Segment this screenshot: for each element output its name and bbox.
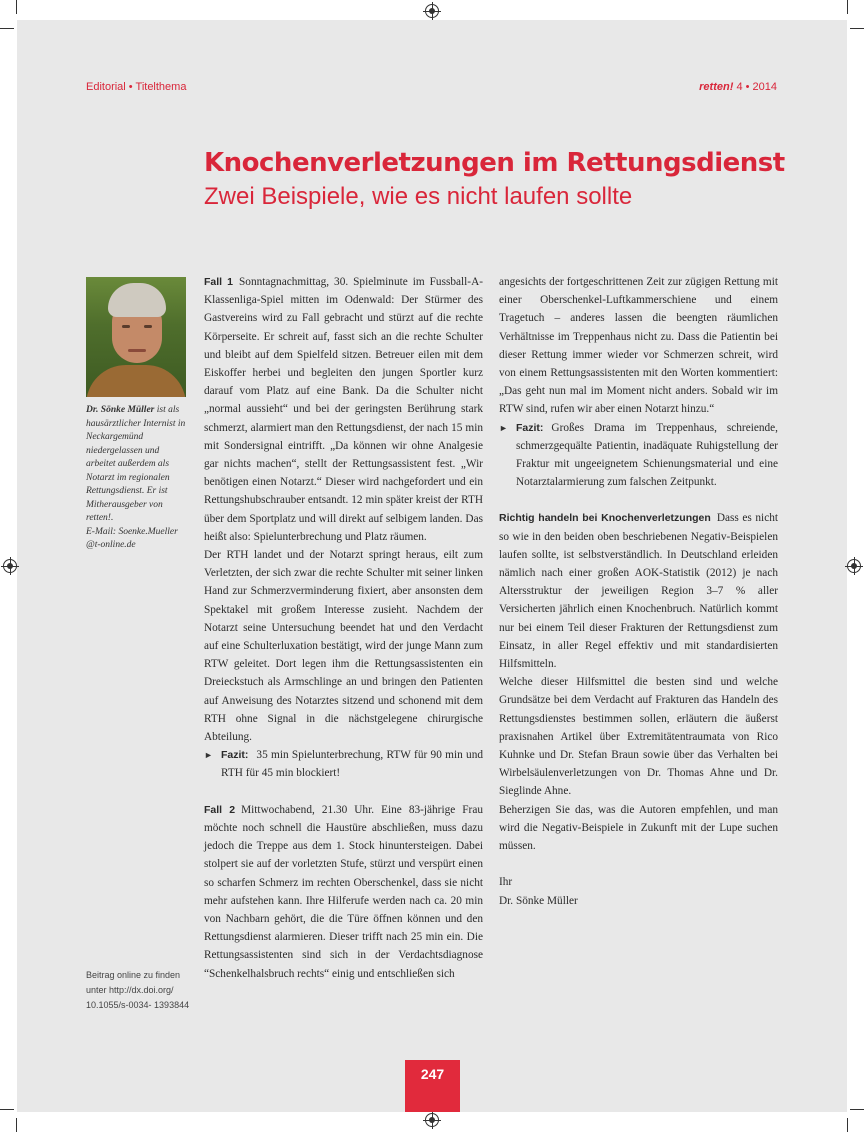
section-text: Dass es nicht so wie in den beiden oben beschriebenen Negativ-Beispielen laufen sollte, ist selbstverständlich. In Deutschland erleiden nämlich nach einer großen AOK-Statistik (2012) je nach Altersstruktur der jeweiligen Region 3–7 % aller Versicherten jährlich einen Knochenbruch. Natürlich kommt nur bei einem Teil dieser Frakturen der Rettungsdienst zum Einsatz, in aller Regel effektiv und mit standardisierten Hilfsmitteln. xyxy=(499,512,778,671)
author-caption xyxy=(86,404,190,553)
conclusion-item xyxy=(204,746,483,782)
closing: Ihr xyxy=(499,876,513,889)
registration-mark-icon xyxy=(3,559,17,573)
crop-mark xyxy=(847,1118,848,1132)
paragraph xyxy=(204,273,483,546)
magazine-name: retten! xyxy=(699,81,734,93)
paragraph xyxy=(204,801,483,983)
conclusion-text: 35 min Spielunterbrechung, RTW für 90 min und RTH für 45 min blockiert! xyxy=(221,749,483,780)
crop-mark xyxy=(16,1118,17,1132)
crop-mark xyxy=(850,1109,864,1110)
paragraph: Beherzigen Sie das, was die Autoren empfehlen, und man wird die Negativ-Beispiele in Zukunft mit der Lupe suchen müssen. xyxy=(499,803,778,853)
crop-mark xyxy=(847,0,848,14)
article-subtitle: Zwei Beispiele, wie es nicht laufen sollte xyxy=(204,183,633,210)
triangle-bullet-icon: ► xyxy=(499,422,508,433)
crop-mark xyxy=(0,28,14,29)
conclusion-label: Fazit: xyxy=(221,749,249,762)
case-text: Sonntagnachmittag, 30. Spielminute im Fussball-A-Klassenliga-Spiel mitten im Odenwald: Der Stürmer des Gastvereins wird zu Fall gebracht und stürzt auf die rechte Körperseite. Er schreit auf, fasst sich an die rechte Schulter und bleibt auf dem Spielfeld sitzen. Betreuer eilen mit dem Eiskoffer herbei und begleiten den jungen Sportler kurz darauf vom Platz auf eine Bank. Da die Schulter nicht „normal aussieht“ und bei der geringsten Berührung stark schmerzt, alarmiert man den Rettungsdienst, der nach 15 min mit Sondersignal eintrifft. „Da können wir ohne Analgesie gar nichts machen“, stellt der Rettungsassistent fest. „Wir benötigen einen Notarzt.“ Dieser wird nachgefordert und ein Rettungshubschrauber entsandt. 12 min später kreist der RTH über dem Sportplatz und will direkt auf selbigem landen. Das heißt also: Spielunterbrechung und Platz räumen. xyxy=(204,276,483,543)
crop-mark xyxy=(850,28,864,29)
crop-mark xyxy=(16,0,17,14)
author-photo xyxy=(86,277,186,397)
paragraph xyxy=(499,509,778,673)
section-label: Editorial • Titelthema xyxy=(86,81,187,93)
section-heading: Richtig handeln bei Knochenverletzungen xyxy=(499,512,711,525)
article-column-1 xyxy=(204,273,483,983)
registration-mark-icon xyxy=(425,4,439,18)
article-column-2 xyxy=(499,273,778,910)
paragraph: angesichts der fortgeschrittenen Zeit zur zügigen Rettung mit einer Oberschenkel-Luftkammerschiene und einem Tragetuch – anderes lassen die beengten räumlichen Verhältnisse im Treppenhaus nicht zu. Dass die Patientin bei dieser Rettung immer wieder vor Schmerzen schreit, wird von einem Rettungsassistenten mit den Worten kommentiert: „Das geht nun mal im Moment nicht anders. Sobald wir im RTW sind, rufen wir aber einen Notarzt hinzu.“ xyxy=(499,276,778,416)
page-number: 247 xyxy=(405,1060,460,1112)
online-note: Beitrag online zu finden unter http://dx.doi.org/ 10.1055/s-0034- 1393844 xyxy=(86,970,190,1010)
conclusion-text: Großes Drama im Treppenhaus, schreiende, schmerzgequälte Patientin, inadäquate Ruhigstellung der Fraktur mit ungeeignetem Schienungsmaterial und eine Notarztalarmierung zum falschen Zeitpunkt. xyxy=(516,421,778,489)
issue-info xyxy=(699,81,777,93)
author-bio: ist als hausärztlicher Internist in Neckargemünd niedergelassen und arbeitet außerdem als Notarzt im regionalen Rettungsdienst. Er ist Mitherausgeber von retten!. xyxy=(86,405,186,523)
signature: Dr. Sönke Müller xyxy=(499,894,578,907)
conclusion-item xyxy=(499,419,778,492)
paragraph: Der RTH landet und der Notarzt springt heraus, eilt zum Verletzten, der sich zwar die rechte Schulter mit seiner linken Hand zur Schmerzverminderung fixiert, aber ansonsten dem Spektakel mit großem Interesse zusieht. Nachdem der Notarzt seine Untersuchung beendet hat und den Verdacht auf eine Schulterluxation bestätigt, wird der junge Mann zum RTW geleitet. Dort legen ihm die Rettungsassistenten ein Dreieckstuch als Armschlinge an und bringen den Patienten auf Anweisung des Notarztes sitzend und schonend mit dem RTH ohne Signal in die nächstgelegene chirurgische Abteilung. xyxy=(204,549,483,744)
case-text: Mittwochabend, 21.30 Uhr. Eine 83-jährige Frau möchte noch schnell die Haustüre abschließen, muss dazu jedoch die Treppe aus dem 1. Stock hinuntersteigen. Dabei stolpert sie auf der vorletzten Stufe, stürzt und verspürt einen so scharfen Schmerz im rechten Oberschenkel, dass sie nicht mehr aufstehen kann. Ihre Hilferufe werden nach ca. 20 min von Nachbarn gehört, die die Türe öffnen können und den Rettungsdienst alarmieren. Dieser trifft nach 25 min ein. Die Rettungsassistenten sind sich in der Verdachtsdiagnose “Schenkelhalsbruch rechts“ einig und entschließen sich xyxy=(204,803,483,980)
author-name: Dr. Sönke Müller xyxy=(86,405,155,415)
issue-number: 4 • 2014 xyxy=(736,81,777,93)
triangle-bullet-icon: ► xyxy=(204,750,213,761)
registration-mark-icon xyxy=(847,559,861,573)
case-label: Fall 1 xyxy=(204,276,234,288)
registration-mark-icon xyxy=(425,1113,439,1127)
case-label: Fall 2 xyxy=(204,803,236,816)
article-title: Knochenverletzungen im Rettungsdienst xyxy=(204,148,785,178)
conclusion-label: Fazit: xyxy=(516,421,544,434)
crop-mark xyxy=(0,1109,14,1110)
author-email: E-Mail: Soenke.Mueller @t-online.de xyxy=(86,526,178,550)
paragraph: Welche dieser Hilfsmittel die besten sind und welche Grundsätze bei dem Verdacht auf Frakturen das Handeln des Rettungsdienstes bestimmen sollen, erläutern die äußerst praxisnahen Artikel über Extremitätentraumata von Rico Kuhnke und Dr. Stefan Braun sowie über das Verhalten bei Wirbelsäulenverletzungen von Dr. Thomas Ahne und Dr. Sieglinde Ahne. xyxy=(499,676,778,798)
